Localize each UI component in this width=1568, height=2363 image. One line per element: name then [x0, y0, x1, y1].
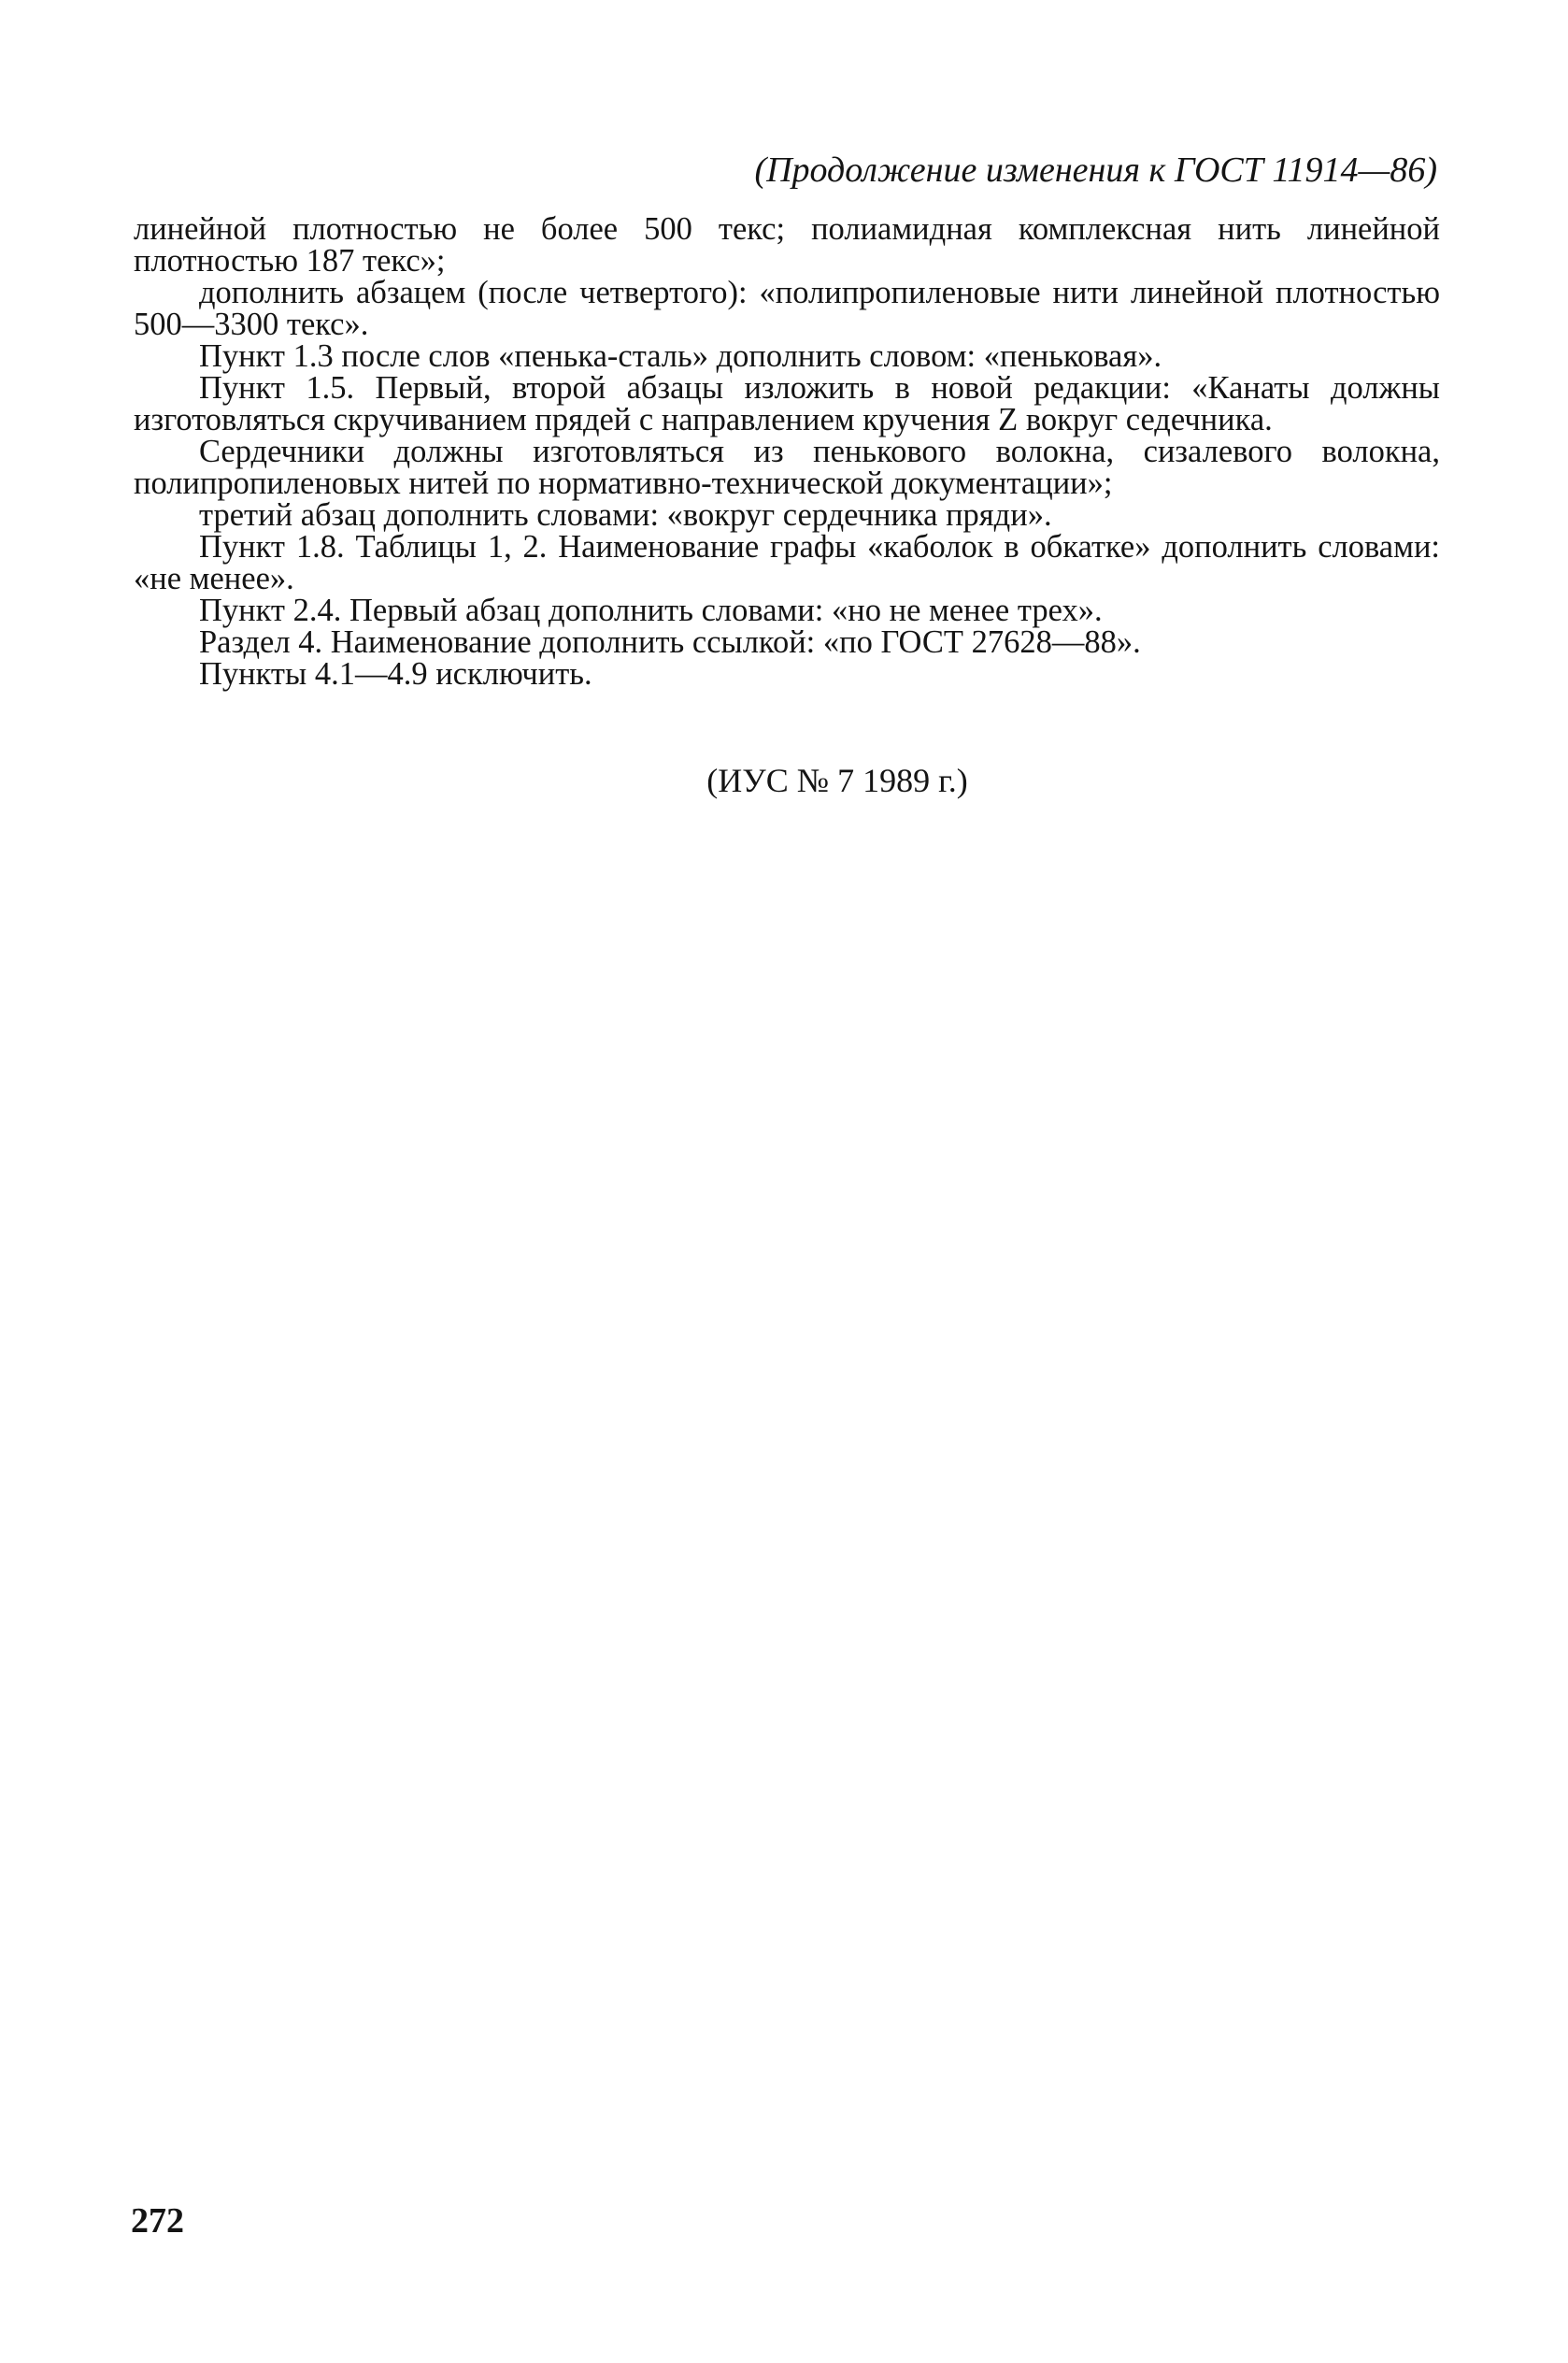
paragraph-6: третий абзац дополнить словами: «вокруг сердечника пряди». [199, 497, 1052, 533]
paragraph-5: Сердечники должны изготовляться из пенькового волокна, сизалевого волокна, полипропиленовых нитей по нормативно-технической документации»; [134, 434, 1440, 501]
running-head: (Продолжение изменения к ГОСТ 11914—86) [754, 150, 1437, 190]
paragraph-7: Пункт 1.8. Таблицы 1, 2. Наименование графы «каболок в обкатке» дополнить словами: «не менее». [134, 529, 1440, 596]
paragraph-2: дополнить абзацем (после четвертого): «полипропиленовые нити линейной плотностью 500—3300 текс». [134, 275, 1440, 342]
paragraph-8: Пункт 2.4. Первый абзац дополнить словами: «но не менее трех». [199, 593, 1103, 628]
paragraph-3: Пункт 1.3 после слов «пенька-сталь» дополнить словом: «пеньковая». [199, 338, 1162, 374]
source-reference-wrap [0, 764, 1568, 797]
paragraph-10: Пункты 4.1—4.9 исключить. [199, 656, 592, 692]
paragraph-9: Раздел 4. Наименование дополнить ссылкой: «по ГОСТ 27628—88». [199, 624, 1141, 660]
paragraph-1: линейной плотностью не более 500 текс; полиамидная комплексная нить линейной плотностью 187 текс»; [134, 211, 1440, 279]
paragraph-4: Пункт 1.5. Первый, второй абзацы изложить в новой редакции: «Канаты должны изготовляться скручиванием прядей с направлением кручения Z вокруг седечника. [134, 370, 1440, 437]
source-reference: (ИУС № 7 1989 г.) [706, 762, 968, 799]
document-body [134, 213, 1440, 690]
page-number: 272 [131, 2201, 184, 2241]
